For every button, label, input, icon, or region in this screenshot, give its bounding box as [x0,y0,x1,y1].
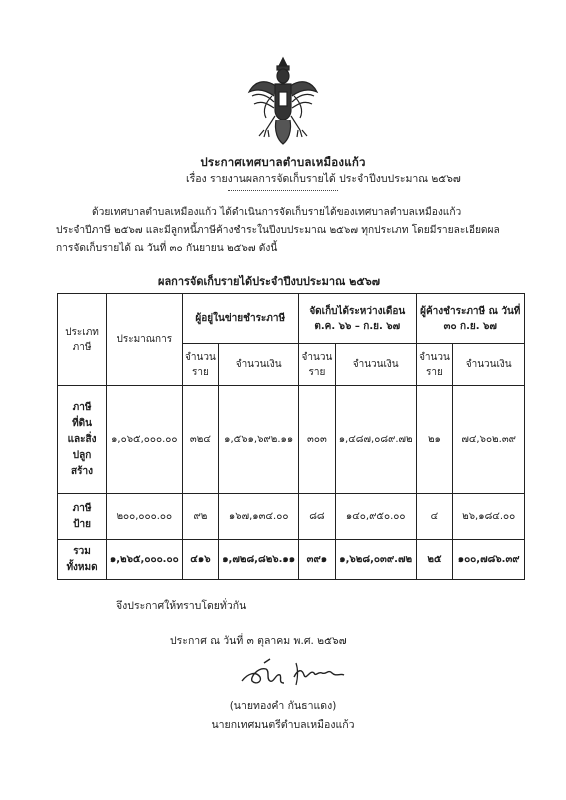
intro-paragraph [56,204,526,258]
divider [228,190,338,191]
subject-line: เรื่อง รายงานผลการจัดเก็บรายได้ ประจำปีงบประมาณ ๒๕๖๗ [186,173,461,185]
row-taxpayers-count: ๓๒๔ [182,386,219,494]
row-type: รวม ทั้งหมด [58,540,107,580]
garuda-emblem-icon [246,52,320,148]
row-collected-count: ๓๙๑ [299,540,336,580]
row-taxpayers-count: ๔๑๖ [182,540,219,580]
row-type: ภาษี ป้าย [58,494,107,540]
header-taxpayers: ผู้อยู่ในข่ายชำระภาษี [182,294,298,344]
header-outstanding-line1: ผู้ค้างชำระภาษี ณ วันที่ [420,305,521,317]
row-estimate: ๑,๐๖๕,๐๐๐.๐๐ [107,386,182,494]
header-collected-line1: จัดเก็บได้ระหว่างเดือน [309,305,406,317]
intro-line-1: ด้วยเทศบาลตำบลเหมืองแก้ว ได้ดำเนินการจัดเก็บรายได้ของเทศบาลตำบลเหมืองแก้ว [92,207,462,218]
row-collected-amount: ๑๔๐,๙๕๐.๐๐ [335,494,416,540]
header-collected [299,294,417,344]
page-title: ประกาศเทศบาลตำบลเหมืองแก้ว [200,155,366,169]
row-collected-count: ๘๘ [299,494,336,540]
date-line: ประกาศ ณ วันที่ ๓ ตุลาคม พ.ศ. ๒๕๖๗ [170,635,347,647]
row-collected-count: ๓๐๓ [299,386,336,494]
row-outstanding-count: ๒๑ [416,386,453,494]
subheader-amount: จำนวนเงิน [335,344,416,386]
subheader-amount: จำนวนเงิน [453,344,525,386]
table-row [58,494,525,540]
subheader-count: จำนวน ราย [299,344,336,386]
row-outstanding-count: ๔ [416,494,453,540]
row-taxpayers-amount: ๑,๕๖๑,๖๙๒.๑๑ [219,386,299,494]
table-row [58,386,525,494]
table-header-row [58,294,525,344]
row-type: ภาษี ที่ดิน และสิ่ง ปลูก สร้าง [58,386,107,494]
row-estimate: ๑,๒๖๕,๐๐๐.๐๐ [107,540,182,580]
row-taxpayers-count: ๙๒ [182,494,219,540]
header-outstanding-line2: ๓๐ ก.ย. ๖๗ [443,320,497,332]
signer-name: (นายทองคำ กันธาแดง) [229,700,337,712]
row-taxpayers-amount: ๑,๗๒๘,๘๒๖.๑๑ [219,540,299,580]
row-collected-amount: ๑,๔๘๗,๐๘๙.๗๒ [335,386,416,494]
row-outstanding-amount: ๒๖,๑๘๔.๐๐ [453,494,525,540]
subheader-count: จำนวน ราย [416,344,453,386]
header-type: ประเภท ภาษี [58,294,107,386]
row-taxpayers-amount: ๑๖๗,๑๓๔.๐๐ [219,494,299,540]
subheader-amount: จำนวนเงิน [219,344,299,386]
row-estimate: ๒๐๐,๐๐๐.๐๐ [107,494,182,540]
table-caption: ผลการจัดเก็บรายได้ประจำปีงบประมาณ ๒๕๖๗ [158,275,380,288]
signature [236,655,348,691]
row-collected-amount: ๑,๖๒๘,๐๓๙.๗๒ [335,540,416,580]
table-total-row [58,540,525,580]
row-outstanding-amount: ๗๔,๖๐๒.๓๙ [453,386,525,494]
closing-line: จึงประกาศให้ทราบโดยทั่วกัน [116,600,247,612]
signer-title: นายกเทศมนตรีตำบลเหมืองแก้ว [211,719,355,731]
revenue-table [57,293,525,580]
header-collected-line2: ต.ค. ๖๖ – ก.ย. ๖๗ [314,320,401,332]
header-estimate: ประมาณการ [107,294,182,386]
intro-line-3: การจัดเก็บรายได้ ณ วันที่ ๓๐ กันยายน ๒๕๖๗ ดังนี้ [56,243,278,254]
header-outstanding [416,294,524,344]
row-outstanding-count: ๒๕ [416,540,453,580]
subheader-count: จำนวน ราย [182,344,219,386]
row-outstanding-amount: ๑๐๐,๗๘๖.๓๙ [453,540,525,580]
intro-line-2: ประจำปีภาษี ๒๕๖๗ และมีลูกหนี้ภาษีค้างชำระในปีงบประมาณ ๒๕๖๗ ทุกประเภท โดยมีรายละเอียดผล [56,225,500,236]
